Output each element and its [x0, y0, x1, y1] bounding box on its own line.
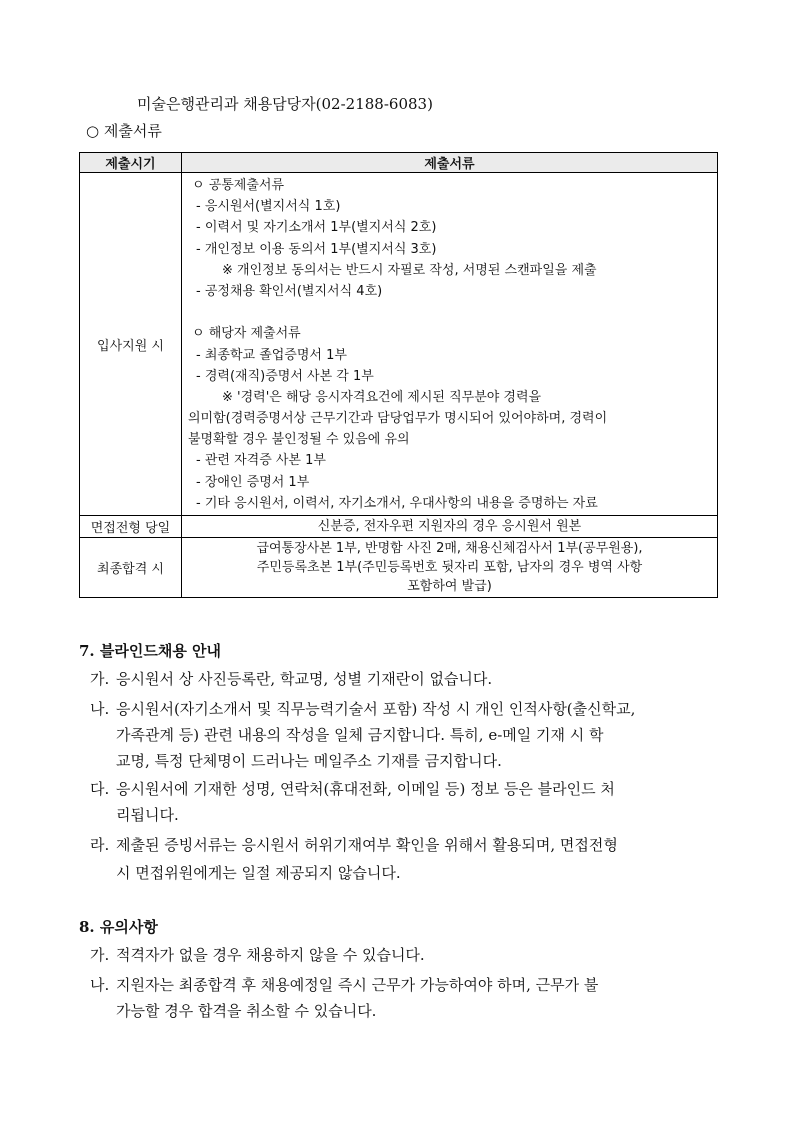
- table-row: [80, 538, 718, 598]
- doc-line: - 응시원서(별지서식 1호): [196, 199, 341, 215]
- doc-line: 포함하여 발급): [407, 579, 492, 594]
- doc-line: 급여통장사본 1부, 반명함 사진 2매, 채용신체검사서 1부(공무원용),: [256, 541, 643, 556]
- item-line: 지원자는 최종합격 후 채용예정일 즉시 근무가 가능하여야 하며, 근무가 불: [116, 976, 599, 994]
- submission-heading: ○ 제출서류: [86, 122, 162, 140]
- item-line: 응시원서 상 사진등록란, 학교명, 성별 기재란이 없습니다.: [116, 670, 493, 688]
- doc-line: - 개인정보 이용 동의서 1부(별지서식 3호): [196, 241, 437, 257]
- doc-line: - 이력서 및 자기소개서 1부(별지서식 2호): [196, 220, 437, 236]
- doc-note: ※ 개인정보 동의서는 반드시 자필로 작성, 서명된 스캔파일을 제출: [222, 262, 597, 278]
- doc-note: ※ '경력'은 해당 응시자격요건에 제시된 직무분야 경력을: [222, 389, 542, 405]
- doc-line: 주민등록초본 1부(주민등록번호 뒷자리 포함, 남자의 경우 병역 사항: [256, 560, 643, 575]
- item-line: 응시원서에 기재한 성명, 연락처(휴대전화, 이메일 등) 정보 등은 블라인드 처: [116, 780, 615, 798]
- item-label: 나.: [90, 976, 110, 994]
- item-label: 다.: [90, 780, 110, 798]
- item-line: 시 면접위원에게는 일절 제공되지 않습니다.: [116, 864, 401, 882]
- doc-blank-line: [188, 302, 713, 323]
- submission-documents-table: [79, 152, 718, 598]
- doc-line: - 장애인 증명서 1부: [196, 474, 310, 490]
- item-label: 라.: [90, 836, 110, 854]
- header-timing: 제출시기: [80, 153, 182, 173]
- table-header-row: [80, 153, 718, 173]
- doc-line: ㅇ 해당자 제출서류: [192, 326, 301, 342]
- item-label: 가.: [90, 946, 110, 964]
- item-label: 가.: [90, 670, 110, 688]
- header-documents: 제출서류: [182, 153, 718, 173]
- doc-line: 신분증, 전자우편 지원자의 경우 응시원서 원본: [317, 519, 582, 534]
- item-line: 적격자가 없을 경우 채용하지 않을 수 있습니다.: [116, 946, 425, 964]
- table-row: [80, 173, 718, 516]
- contact-line: 미술은행관리과 채용담당자(02-2188-6083): [137, 95, 433, 113]
- section-7-title: 7. 블라인드채용 안내: [79, 642, 222, 660]
- table-row: [80, 516, 718, 538]
- timing-cell: 최종합격 시: [80, 538, 182, 598]
- item-line: 가능할 경우 합격을 취소할 수 있습니다.: [116, 1002, 377, 1020]
- doc-line: 불명확할 경우 불인정될 수 있음에 유의: [188, 432, 410, 448]
- doc-line: - 기타 응시원서, 이력서, 자기소개서, 우대사항의 내용을 증명하는 자료: [196, 495, 598, 511]
- timing-cell: 입사지원 시: [80, 173, 182, 516]
- doc-line: - 관련 자격증 사본 1부: [196, 453, 326, 469]
- doc-line: - 공정채용 확인서(별지서식 4호): [196, 283, 383, 299]
- item-line: 리됩니다.: [116, 806, 179, 824]
- doc-line: - 경력(재직)증명서 사본 각 1부: [196, 368, 374, 384]
- item-line: 교명, 특정 단체명이 드러나는 메일주소 기재를 금지합니다.: [116, 752, 502, 770]
- doc-line: 의미함(경력증명서상 근무기간과 담당업무가 명시되어 있어야하며, 경력이: [188, 411, 608, 427]
- item-line: 가족관계 등) 관련 내용의 작성을 일체 금지합니다. 특히, e-메일 기재 시 학: [116, 726, 604, 744]
- item-label: 나.: [90, 700, 110, 718]
- section-8-title: 8. 유의사항: [79, 918, 158, 936]
- doc-line: ㅇ 공통제출서류: [192, 178, 285, 193]
- item-line: 제출된 증빙서류는 응시원서 허위기재여부 확인을 위해서 활용되며, 면접전형: [116, 836, 618, 854]
- item-line: 응시원서(자기소개서 및 직무능력기술서 포함) 작성 시 개인 인적사항(출신학교,: [116, 700, 636, 718]
- timing-cell: 면접전형 당일: [80, 516, 182, 538]
- documents-cell: [182, 173, 718, 516]
- doc-line: - 최종학교 졸업증명서 1부: [196, 347, 347, 363]
- documents-cell: [182, 538, 718, 598]
- documents-cell: [182, 516, 718, 538]
